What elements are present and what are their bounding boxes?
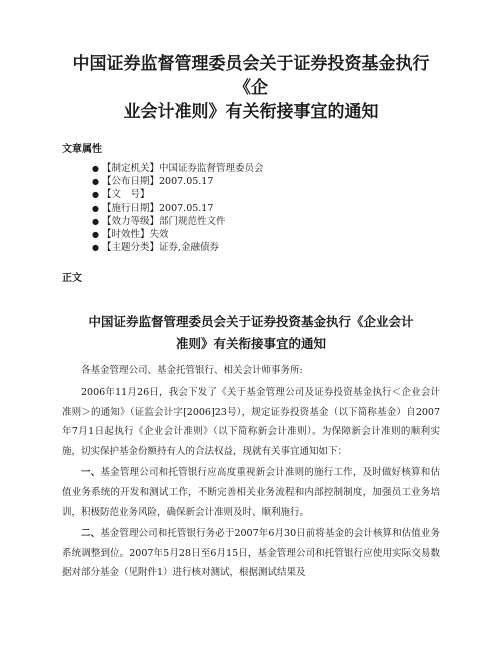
attribute-item: ● 【文 号】: [92, 189, 150, 201]
document-title-line-1: 中国证券监督管理委员会关于证券投资基金执行《企: [72, 54, 430, 98]
attribute-item: ● 【施行日期】2007.05.17: [92, 202, 214, 214]
item-2-number: 二、: [81, 528, 101, 540]
attribute-item: ● 【公布日期】2007.05.17: [92, 176, 214, 188]
bullet-icon: ●: [92, 243, 99, 253]
attribute-item: ● 【主题分类】证券,金融债券: [92, 242, 220, 254]
item-1: [62, 463, 440, 522]
body-title-line-1: 中国证券监督管理委员会关于证券投资基金执行《企业会计: [88, 314, 414, 330]
attribute-item: ● 【时效性】失效: [92, 229, 169, 241]
attribute-item: ● 【制定机关】中国证券监督管理委员会: [92, 163, 264, 174]
attributes-heading: 文章属性: [62, 144, 102, 155]
body-title: [62, 311, 440, 355]
bullet-icon: ●: [92, 216, 99, 226]
bullet-icon: ●: [92, 190, 99, 200]
attributes-list: [62, 162, 440, 254]
item-1-number: 一、: [81, 467, 101, 479]
salutation: 各基金管理公司、基金托管银行、相关会计师事务所:: [81, 365, 303, 377]
item-2: [62, 524, 440, 583]
bullet-icon: ●: [92, 164, 99, 173]
body-title-line-2: 准则》有关衔接事宜的通知: [175, 336, 326, 352]
document-title: [62, 0, 440, 124]
document-title-line-2: 业会计准则》有关衔接事宜的通知: [123, 102, 379, 122]
attribute-item: ● 【效力等级】部门规范性文件: [92, 215, 226, 227]
body-heading: 正文: [62, 273, 82, 285]
bullet-icon: ●: [92, 203, 99, 213]
item-1-text: 基金管理公司和托管银行应高度重视新会计准则的施行工作，及时做好核算和估值业务系统的开发和测试工作，不断完善相关业务流程和内部控制制度，加强员工业务培训，积极防范业务风险，确保新会计准则及时、顺利施行。: [62, 467, 440, 518]
paragraph-1: 2006年11月26日，我会下发了《关于基金管理公司及证券投资基金执行＜企业会计准则＞的通知》（证监会计字[2006]23号），规定证券投资基金（以下简称基金）自2007年7月1日起执行《企业会计准则》（以下简称新会计准则）。为保障新会计准则的顺利实施，切实保护基金份额持有人的合法权益，现就有关事宜通知如下：: [62, 387, 440, 457]
bullet-icon: ●: [92, 230, 99, 240]
item-2-text: 基金管理公司和托管银行务必于2007年6月30日前将基金的会计核算和估值业务系统调整到位。2007年5月28日至6月15日，基金管理公司和托管银行应使用实际交易数据对部分基金（见附件1）进行核对测试，根据测试结果及: [62, 528, 440, 579]
bullet-icon: ●: [92, 177, 99, 187]
